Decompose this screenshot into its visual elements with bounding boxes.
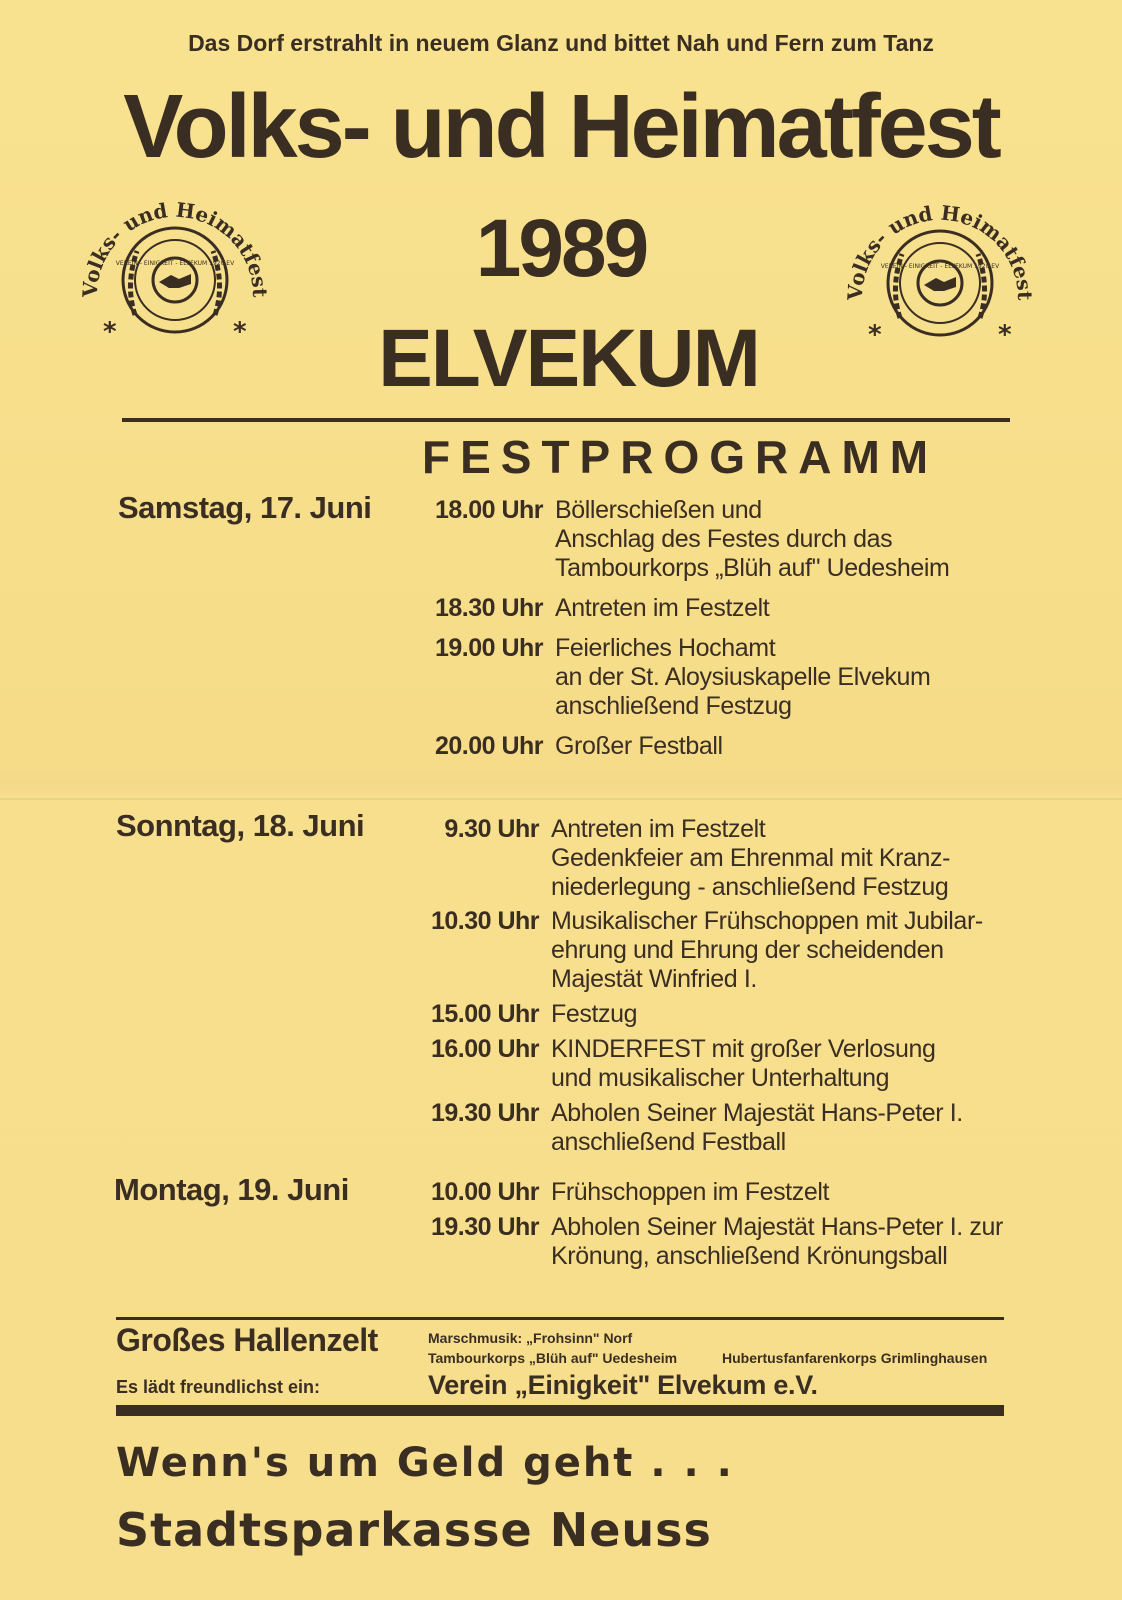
paper-fold <box>0 798 1122 800</box>
event-text: Frühschoppen im Festzelt <box>551 1178 830 1206</box>
venue: Großes Hallenzelt <box>116 1322 378 1358</box>
event-time: 20.00 Uhr <box>434 732 543 760</box>
day-heading: Sonntag, 18. Juni <box>116 808 365 843</box>
tagline: Das Dorf erstrahlt in neuem Glanz und bittet Nah und Fern zum Tanz <box>188 30 934 56</box>
event-time: 19.30 Uhr <box>430 1099 539 1127</box>
event-time: 15.00 Uhr <box>430 1000 539 1028</box>
event <box>418 594 949 623</box>
asterisk-icon: * <box>233 317 247 347</box>
event <box>414 1099 983 1157</box>
day-heading: Samstag, 17. Juni <box>118 490 372 525</box>
event-time: 10.00 Uhr <box>430 1178 539 1206</box>
emblem-arc-text: Volks- und Heimatfest <box>842 200 1038 301</box>
event <box>414 1178 1003 1207</box>
day-events <box>414 815 983 1157</box>
handshake-icon <box>924 277 956 291</box>
event-text: Abholen Seiner Majestät Hans-Peter I. anschließend Festball <box>551 1099 963 1156</box>
event <box>414 1213 1003 1271</box>
emblem-ring-text: VEREIN - EINIGKEIT - ELVEKUM 1920 EV <box>880 263 1000 270</box>
asterisk-icon: * <box>868 320 882 350</box>
event <box>414 815 983 902</box>
year: 1989 <box>475 203 647 294</box>
handshake-icon <box>159 274 191 288</box>
invite-label: Es lädt freundlichst ein: <box>116 1377 321 1397</box>
music-credit: Tambourkorps „Blüh auf" Uedesheim <box>428 1350 678 1366</box>
event-time: 18.30 Uhr <box>434 594 543 622</box>
event-text: KINDERFEST mit großer Verlosung und musikalischer Unterhaltung <box>551 1035 936 1092</box>
event-text: Großer Festball <box>555 732 723 760</box>
event-time: 18.00 Uhr <box>434 496 543 524</box>
event-text: Antreten im Festzelt Gedenkfeier am Ehrenmal mit Kranz- niederlegung - anschließend Festzug <box>551 815 951 901</box>
event <box>414 907 983 994</box>
sponsor-slogan: Wenn's um Geld geht . . . <box>116 1440 734 1486</box>
music-credit: Marschmusik: „Frohsinn" Norf <box>428 1330 633 1346</box>
asterisk-icon: * <box>998 320 1012 350</box>
emblem-arc-text: Volks- und Heimatfest <box>77 197 273 298</box>
event-text: Abholen Seiner Majestät Hans-Peter I. zur Krönung, anschließend Krönungsball <box>551 1213 1003 1270</box>
event-time: 19.30 Uhr <box>430 1213 539 1241</box>
event <box>418 732 949 761</box>
event-text: Antreten im Festzelt <box>555 594 770 622</box>
place-name: ELVEKUM <box>378 313 759 404</box>
program-heading: FESTPROGRAMM <box>422 431 939 483</box>
event-time: 19.00 Uhr <box>434 634 543 662</box>
event <box>414 1000 983 1029</box>
day-events <box>418 496 949 761</box>
divider <box>122 418 1010 422</box>
club-emblem-left <box>75 185 275 355</box>
host-club: Verein „Einigkeit" Elvekum e.V. <box>428 1370 818 1400</box>
poster-title: Volks- und Heimatfest <box>123 77 999 177</box>
event <box>418 634 949 721</box>
day-events <box>414 1178 1003 1271</box>
event-text: Feierliches Hochamt an der St. Aloysiuskapelle Elvekum anschließend Festzug <box>555 634 931 720</box>
event-time: 9.30 Uhr <box>444 815 539 843</box>
asterisk-icon: * <box>103 317 117 347</box>
divider <box>116 1317 1004 1320</box>
event-text: Böllerschießen und Anschlag des Festes durch das Tambourkorps „Blüh auf" Uedesheim <box>555 496 950 582</box>
event-text: Musikalischer Frühschoppen mit Jubilar- ehrung und Ehrung der scheidenden Majestät Winfried I. <box>551 907 983 993</box>
day-heading: Montag, 19. Juni <box>114 1172 349 1207</box>
music-credit: Hubertusfanfarenkorps Grimlinghausen <box>722 1350 988 1366</box>
event <box>418 496 949 583</box>
event-time: 16.00 Uhr <box>430 1035 539 1063</box>
club-emblem-right <box>840 188 1040 358</box>
emblem-ring-text: VEREIN - EINIGKEIT - ELVEKUM 1920 EV <box>115 260 235 267</box>
event-time: 10.30 Uhr <box>430 907 539 935</box>
sponsor-name: Stadtsparkasse Neuss <box>116 1503 712 1557</box>
event-text: Festzug <box>551 1000 638 1028</box>
event <box>414 1035 983 1093</box>
divider-thick <box>116 1405 1004 1416</box>
